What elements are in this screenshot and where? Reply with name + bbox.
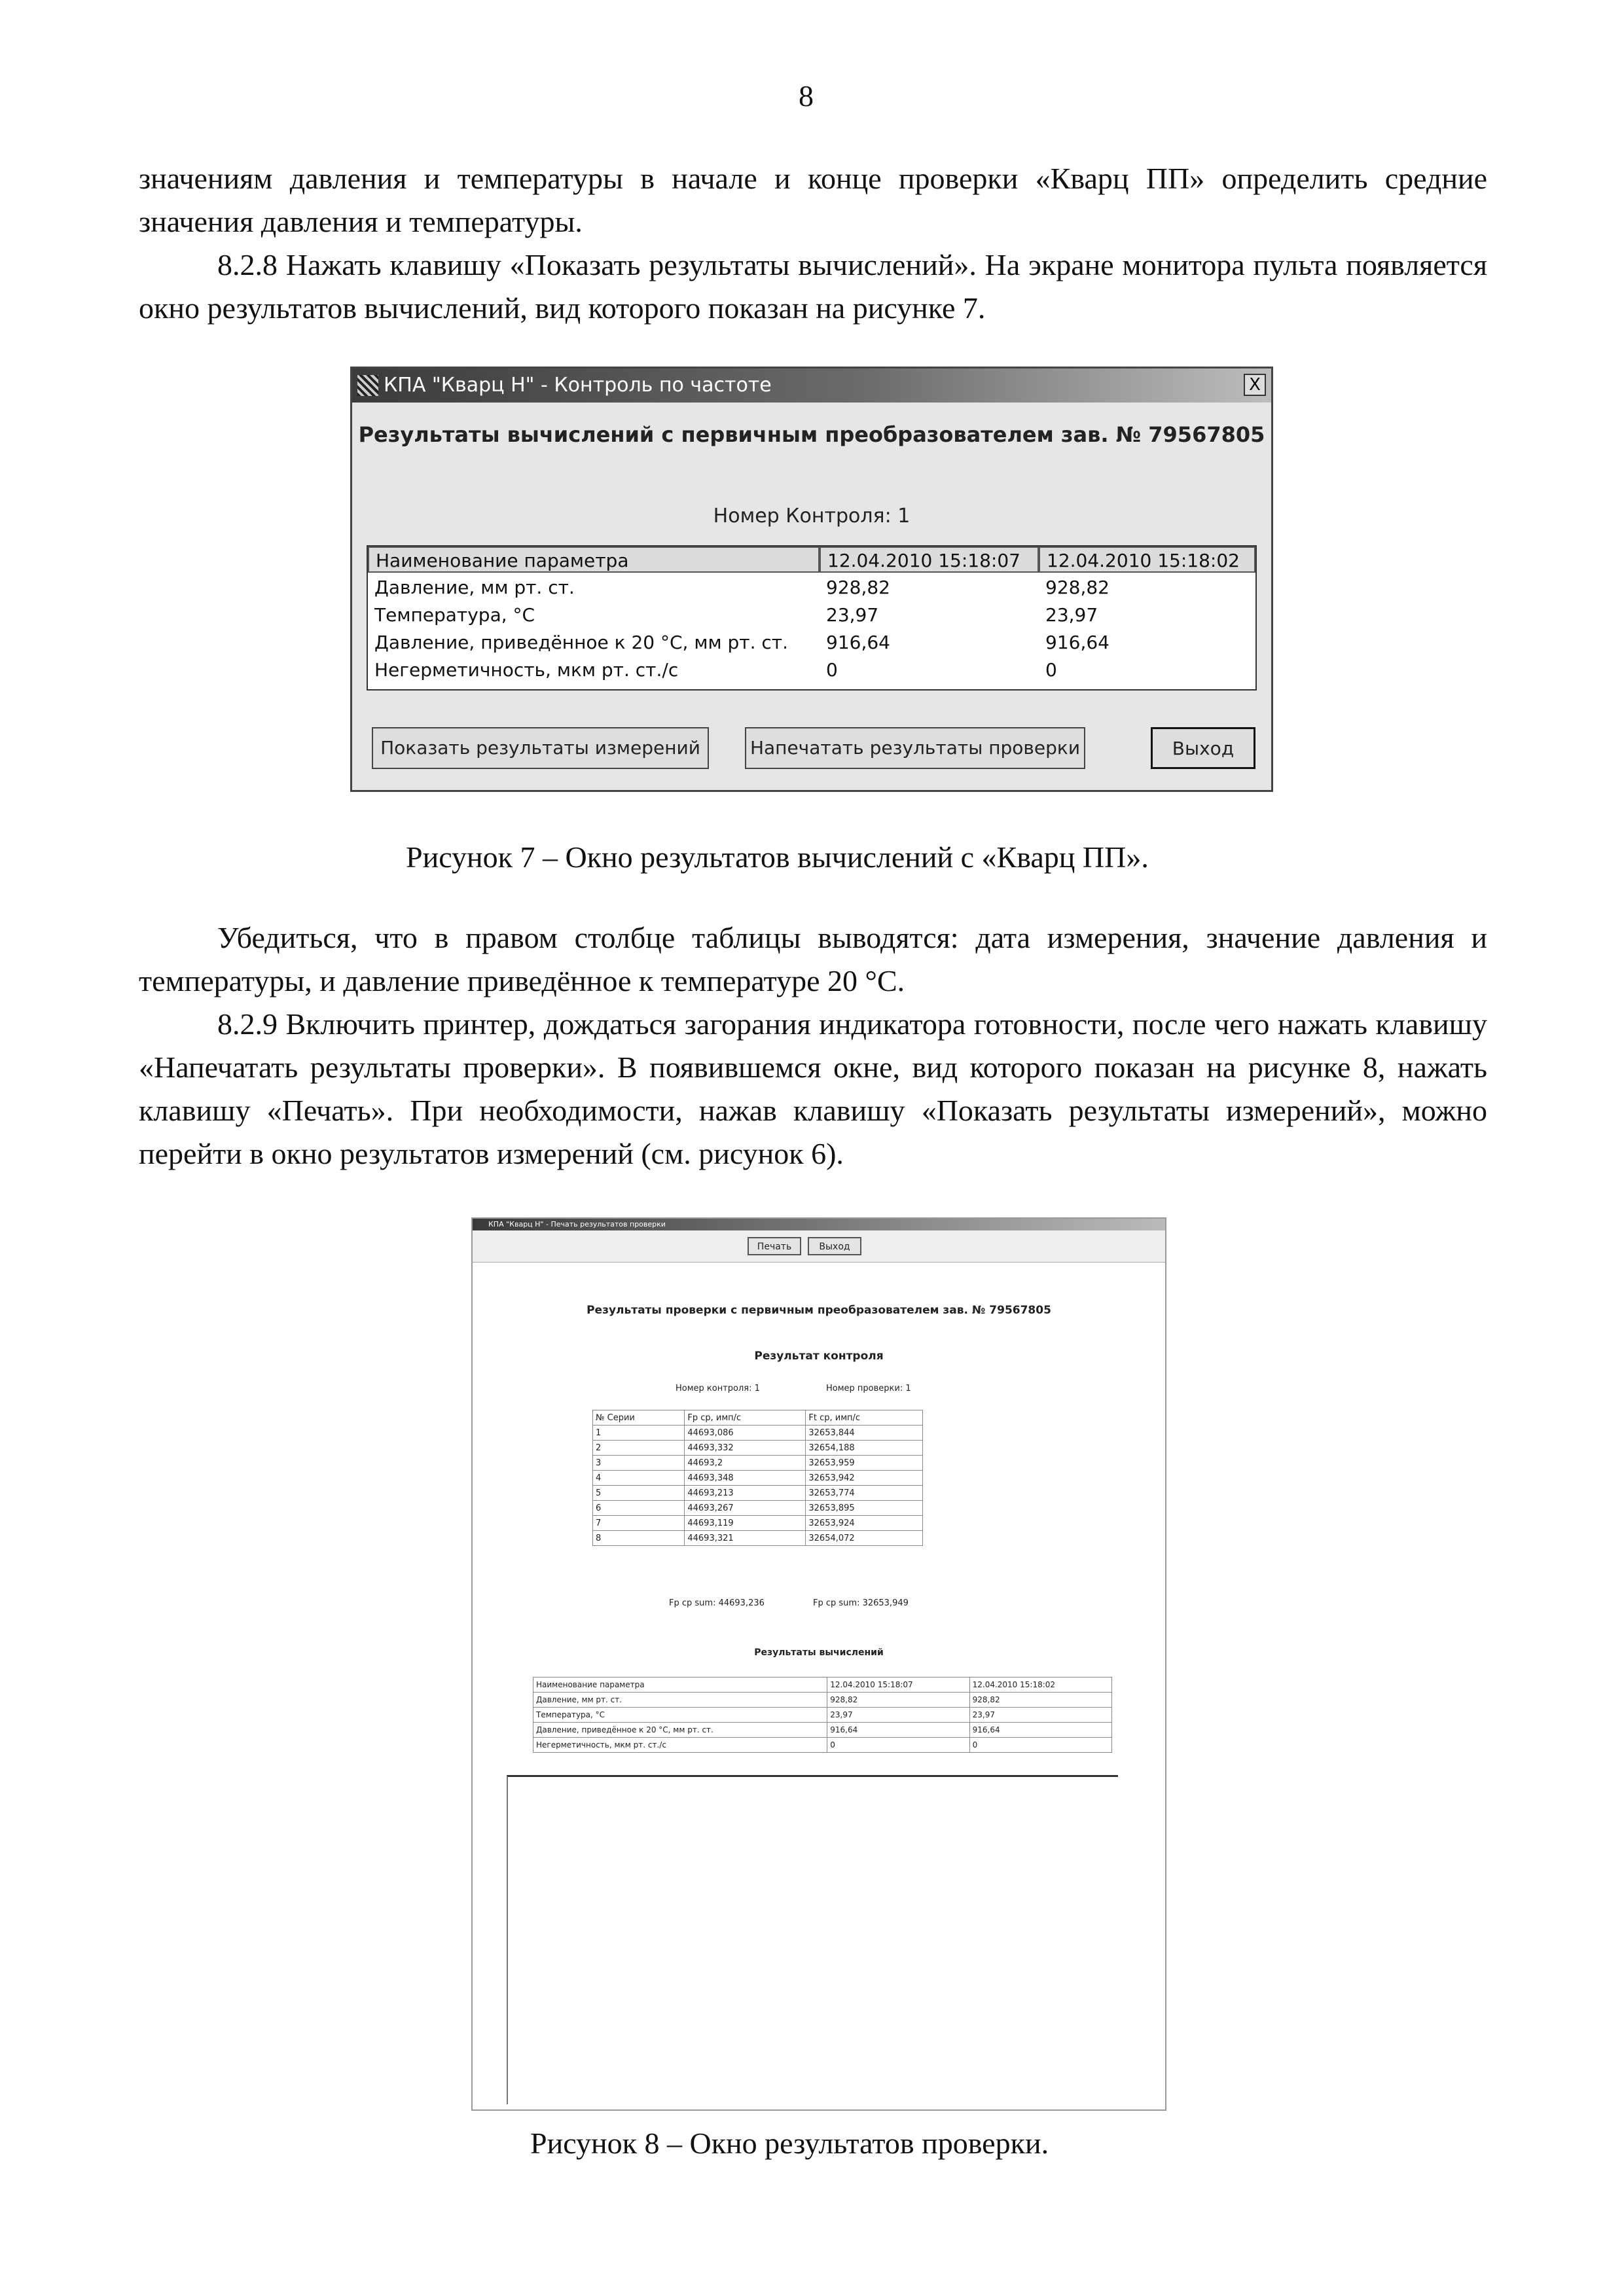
cell: 32653,774: [806, 1486, 923, 1501]
control-number: Номер Контроля: 1: [713, 505, 911, 528]
control-number: Номер контроля: 1: [676, 1384, 760, 1393]
print-heading: Результаты проверки с первичным преобразователем зав. № 79567805: [586, 1304, 1051, 1317]
window-title: КПА "Кварц Н" - Контроль по частоте: [384, 374, 772, 397]
cell: 6: [593, 1501, 685, 1516]
cell: 928,82: [827, 1693, 969, 1708]
table-row: [593, 1456, 923, 1471]
show-measurements-button[interactable]: Показать результаты измерений: [372, 727, 709, 769]
paragraph-8-2-9: 8.2.9 Включить принтер, дождаться загорания индикатора готовности, после чего нажать клавишу «Напечатать результаты проверки». В появившемся окне, вид которого показан на рисунке 8, нажать клавишу «Печать». При необходимости, нажав клавишу «Показать результаты измерений», можно перейти в окно результатов измерений (см. рисунок 6).: [139, 1007, 1487, 1170]
cell-value-2: 23,97: [1045, 604, 1098, 626]
table-row: [593, 1531, 923, 1546]
cell-parameter: Температура, °С: [374, 604, 535, 626]
paragraph-check: Убедиться, что в правом столбце таблицы выводятся: дата измерения, значение давления и температуры, и давление приведённое к температуре 20 °С.: [139, 921, 1487, 997]
cell: 32654,072: [806, 1531, 923, 1546]
cell: 44693,267: [685, 1501, 806, 1516]
cell: 0: [827, 1738, 969, 1753]
exit-button[interactable]: Выход: [1151, 727, 1255, 769]
header-date-1: 12.04.2010 15:18:07: [827, 1677, 969, 1693]
cell: 44693,348: [685, 1471, 806, 1486]
table-row[interactable]: [368, 601, 1255, 629]
cell-value-1: 0: [826, 659, 838, 681]
cell: 32653,959: [806, 1456, 923, 1471]
cell: Температура, °С: [533, 1708, 827, 1723]
table-row: [533, 1738, 1112, 1753]
cell: 23,97: [827, 1708, 969, 1723]
cell: 1: [593, 1426, 685, 1441]
paragraph-8-2-8: 8.2.8 Нажать клавишу «Показать результаты вычислений». На экране монитора пульта появляется окно результатов вычислений, вид которого показан на рисунке 7.: [139, 248, 1487, 325]
table-row: [593, 1486, 923, 1501]
table-row[interactable]: [368, 656, 1255, 684]
table-row: [593, 1471, 923, 1486]
cell: 7: [593, 1516, 685, 1531]
results-heading: Результаты вычислений с первичным преобразователем зав. № 79567805: [358, 422, 1265, 447]
cell: 4: [593, 1471, 685, 1486]
table-row: [593, 1441, 923, 1456]
cell-parameter: Давление, мм рт. ст.: [374, 577, 575, 598]
figure-8-caption: Рисунок 8 – Окно результатов проверки.: [530, 2126, 1049, 2160]
cell: 44693,213: [685, 1486, 806, 1501]
table-header: [368, 547, 1255, 574]
calc-heading: Результаты вычислений: [754, 1647, 884, 1658]
cell: 32653,844: [806, 1426, 923, 1441]
figure-7-caption: Рисунок 7 – Окно результатов вычислений с «Кварц ПП».: [406, 840, 1149, 874]
cell-value-2: 0: [1045, 659, 1057, 681]
header-fp: Fp ср, имп/с: [685, 1410, 806, 1426]
print-results-button[interactable]: Напечатать результаты проверки: [745, 727, 1085, 769]
page-number: 8: [799, 79, 814, 113]
ft-sum: Fp ср sum: 32653,949: [813, 1598, 909, 1608]
table-row: [533, 1723, 1112, 1738]
check-number: Номер проверки: 1: [826, 1384, 911, 1393]
table-row[interactable]: [368, 629, 1255, 656]
cell: 44693,119: [685, 1516, 806, 1531]
paragraph-1: значениям давления и температуры в начале и конце проверки «Кварц ПП» определить средние значения давления и температуры.: [139, 162, 1487, 238]
cell: 44693,321: [685, 1531, 806, 1546]
cell: Давление, приведённое к 20 °С, мм рт. ст.: [533, 1723, 827, 1738]
cell-value-1: 23,97: [826, 604, 879, 626]
series-table: [592, 1410, 923, 1546]
table-row: [593, 1501, 923, 1516]
header-date-2[interactable]: 12.04.2010 15:18:02: [1039, 547, 1255, 573]
exit-button[interactable]: Выход: [808, 1237, 861, 1255]
table-row: [593, 1426, 923, 1441]
control-result-title: Результат контроля: [754, 1350, 884, 1363]
header-parameter: Наименование параметра: [533, 1677, 827, 1693]
table-row[interactable]: [368, 574, 1255, 601]
title-bar: [352, 368, 1271, 403]
table-row: [593, 1516, 923, 1531]
cell: 23,97: [969, 1708, 1111, 1723]
header-parameter[interactable]: Наименование параметра: [368, 547, 820, 573]
app-icon: [357, 375, 378, 396]
fp-sum: Fp ср sum: 44693,236: [669, 1598, 765, 1608]
cell-value-1: 928,82: [826, 577, 890, 598]
table-header: [593, 1410, 923, 1426]
close-button[interactable]: X: [1244, 374, 1266, 396]
cell: 44693,086: [685, 1426, 806, 1441]
cell: Давление, мм рт. ст.: [533, 1693, 827, 1708]
blank-preview-area: [507, 1775, 1118, 2104]
results-window: [350, 367, 1273, 792]
header-ft: Ft ср, имп/с: [806, 1410, 923, 1426]
results-table: [367, 545, 1257, 691]
cell-parameter: Давление, приведённое к 20 °С, мм рт. ст.: [374, 632, 788, 653]
cell: 2: [593, 1441, 685, 1456]
cell: 44693,2: [685, 1456, 806, 1471]
cell-value-2: 928,82: [1045, 577, 1110, 598]
cell: 928,82: [969, 1693, 1111, 1708]
cell: 32653,942: [806, 1471, 923, 1486]
cell: 32653,895: [806, 1501, 923, 1516]
header-series: № Серии: [593, 1410, 685, 1426]
header-date-1[interactable]: 12.04.2010 15:18:07: [820, 547, 1039, 573]
cell-value-1: 916,64: [826, 632, 890, 653]
cell: 916,64: [969, 1723, 1111, 1738]
cell: 916,64: [827, 1723, 969, 1738]
cell: 32653,924: [806, 1516, 923, 1531]
cell: 0: [969, 1738, 1111, 1753]
title-bar: КПА "Кварц Н" - Печать результатов проверки: [473, 1219, 1165, 1230]
table-row: [533, 1708, 1112, 1723]
toolbar: [473, 1230, 1165, 1263]
table-header: [533, 1677, 1112, 1693]
cell-value-2: 916,64: [1045, 632, 1110, 653]
cell-parameter: Негерметичность, мкм рт. ст./с: [374, 659, 679, 681]
table-row: [533, 1693, 1112, 1708]
cell: 5: [593, 1486, 685, 1501]
header-date-2: 12.04.2010 15:18:02: [969, 1677, 1111, 1693]
cell: 3: [593, 1456, 685, 1471]
calc-table: [533, 1677, 1112, 1753]
print-results-window: [471, 1217, 1166, 2111]
cell: Негерметичность, мкм рт. ст./с: [533, 1738, 827, 1753]
cell: 44693,332: [685, 1441, 806, 1456]
print-button[interactable]: Печать: [748, 1237, 801, 1255]
cell: 8: [593, 1531, 685, 1546]
cell: 32654,188: [806, 1441, 923, 1456]
